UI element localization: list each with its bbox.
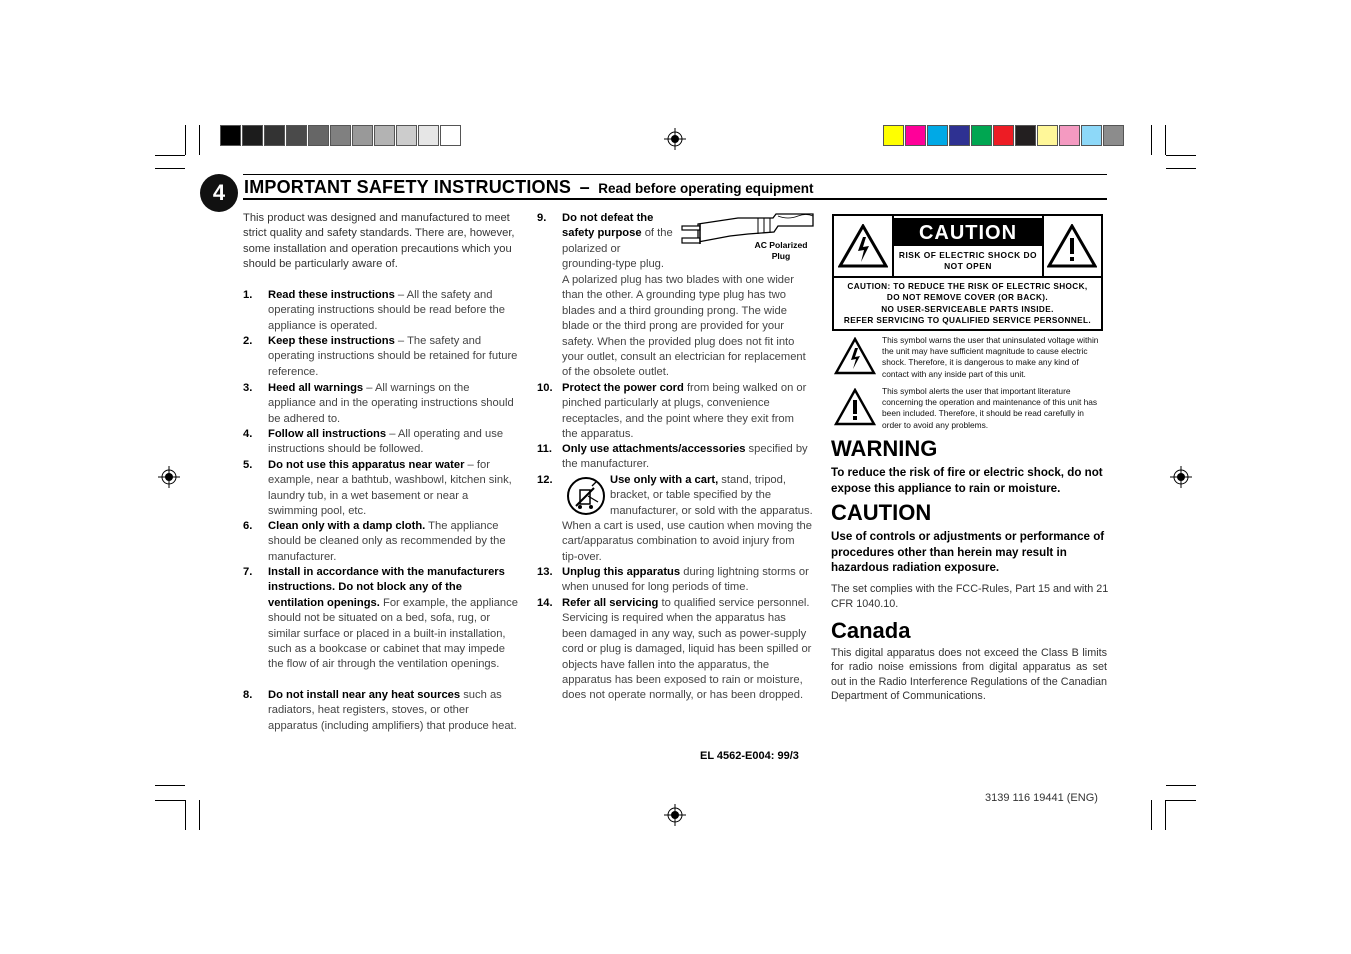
- item-text: to qualified service personnel. Servicing is required when the apparatus has been damaged in any way, such as power-supply cord or plug is damaged, liquid has been spilled or objects have fallen into the apparatus, the apparatus has been exposed to rain or moisture, does not operate normally, or has been dropped.: [562, 597, 812, 702]
- list-item: [243, 565, 520, 673]
- crop-mark: [1165, 800, 1166, 830]
- list-item: [537, 273, 812, 381]
- caution-risk-text: RISK OF ELECTRIC SHOCK DO NOT OPEN: [898, 250, 1038, 271]
- item-number: 14.: [537, 597, 553, 609]
- cart-warning-icon: [566, 476, 606, 516]
- item-heading: Do not use this apparatus near water: [268, 459, 465, 471]
- canada-heading: Canada: [831, 618, 911, 643]
- page-title: IMPORTANT SAFETY INSTRUCTIONS: [244, 177, 572, 197]
- crop-mark: [1166, 800, 1196, 801]
- footer-code: 3139 116 19441 (ENG): [985, 792, 1098, 804]
- crop-mark: [1166, 155, 1196, 156]
- list-item: [243, 458, 520, 520]
- color-swatch: [1015, 125, 1036, 146]
- item-number: 7.: [243, 566, 253, 578]
- list-item: [243, 688, 520, 734]
- color-swatch: [883, 125, 904, 146]
- list-item: [537, 596, 812, 704]
- caution-line: CAUTION: TO REDUCE THE RISK OF ELECTRIC SHOCK,: [847, 282, 1088, 291]
- item-heading: Unplug this apparatus: [562, 566, 681, 578]
- header-rule-bottom: [243, 198, 1107, 200]
- item-text: – The safety and operating instructions should be retained for future reference.: [268, 335, 518, 378]
- item-number: 6.: [243, 520, 253, 532]
- crop-mark: [185, 800, 186, 830]
- literature-symbol-description: This symbol alerts the user that important literature concerning the operation and maintenance of this unit has been included. Therefore, it should be read carefully in order to avoid any problems.: [882, 386, 1098, 430]
- gray-swatch: [286, 125, 307, 146]
- lightning-triangle-icon: [838, 224, 888, 268]
- caution-line: NO USER-SERVICEABLE PARTS INSIDE.: [881, 304, 1054, 314]
- plug-label: AC Polarized Plug: [754, 240, 808, 261]
- item-heading: Heed all warnings: [268, 382, 364, 394]
- color-swatch: [1059, 125, 1080, 146]
- item-number: 2.: [243, 335, 253, 347]
- item-text: specified by the manufacturer.: [562, 443, 808, 471]
- title-dash: –: [579, 177, 590, 197]
- crop-mark: [1151, 125, 1152, 155]
- gray-swatch: [220, 125, 241, 146]
- gray-swatch: [308, 125, 329, 146]
- item-text: – All the safety and operating instructions should be read before the appliance is operated.: [268, 289, 505, 332]
- list-item: [243, 381, 520, 427]
- crop-mark: [155, 800, 185, 801]
- gray-swatch: [242, 125, 263, 146]
- gray-swatch: [396, 125, 417, 146]
- item-text: from being walked on or pinched particularly at plugs, convenience receptacles, and the point where they exit from the apparatus.: [562, 382, 807, 441]
- item-number: 9.: [537, 212, 547, 224]
- item-heading: Only use attachments/accessories: [562, 443, 746, 455]
- caution-heading: CAUTION: [831, 500, 932, 525]
- item-number: 1.: [243, 289, 253, 301]
- caution-instructions: [834, 281, 1101, 327]
- item-text: The appliance should be cleaned only as recommended by the manufacturer.: [268, 520, 506, 563]
- crop-mark: [155, 168, 185, 169]
- registration-mark-icon: [158, 466, 180, 488]
- item-heading: Install in accordance with the manufacturers instructions. Do not block any of the ventilation openings.: [268, 566, 505, 609]
- gray-swatch: [440, 125, 461, 146]
- gray-swatch: [374, 125, 395, 146]
- canada-text: This digital apparatus does not exceed the Class B limits for radio noise emissions from digital apparatus as set out in the Radio Interference Regulations of the Canadian Department of Communications.: [831, 647, 1107, 703]
- item-text: A polarized plug has two blades with one wider than the other. A grounding type plug has two blades and a third grounding prong. The wide blade or the third prong are provided for your safety. When the provided plug does not fit into your outlet, consult an electrician for replacement of the obsolete outlet.: [562, 274, 806, 379]
- gray-swatch: [264, 125, 285, 146]
- item-number: 13.: [537, 566, 553, 578]
- gray-swatch: [352, 125, 373, 146]
- caution-divider-right: [1042, 216, 1044, 276]
- gray-calibration-bar: [220, 125, 462, 146]
- item-text: during lightning storms or when unused for long periods of time.: [562, 566, 809, 594]
- voltage-symbol-description: This symbol warns the user that uninsulated voltage within the unit may have sufficient magnitude to cause electric shock. Therefore, it is dangerous to make any kind of contact with any inside part of this unit.: [882, 335, 1099, 379]
- intro-paragraph: This product was designed and manufactured to meet strict quality and safety standards. There are, however, some installation and operation precautions which you should be particularly aware of.: [243, 212, 515, 271]
- item-text: of the polarized or grounding-type plug.: [562, 227, 673, 271]
- gray-swatch: [418, 125, 439, 146]
- list-item: [243, 288, 520, 334]
- item-text: For example, the appliance should not be situated on a bed, sofa, rug, or similar surface or placed in a built-in installation, such as a bookcase or cabinet that may impede the flow of air through the ventilation openings.: [268, 596, 518, 671]
- crop-mark: [199, 125, 200, 155]
- list-item: [243, 334, 520, 380]
- crop-mark: [199, 800, 200, 830]
- color-calibration-bar: [883, 125, 1125, 146]
- page-header: [244, 177, 1108, 198]
- item-text: such as radiators, heat registers, stoves, or other apparatus (including amplifiers) that produce heat.: [268, 689, 517, 732]
- item-heading: Do not install near any heat sources: [268, 689, 461, 701]
- item-number: 12.: [537, 474, 553, 486]
- color-swatch: [949, 125, 970, 146]
- lightning-triangle-icon: [834, 337, 876, 375]
- item-text: – All warnings on the appliance and in the operating instructions should be adhered to.: [268, 382, 514, 425]
- document-code: EL 4562-E004: 99/3: [700, 750, 799, 762]
- page-subtitle: Read before operating equipment: [598, 181, 814, 196]
- item-heading: Refer all servicing: [562, 597, 659, 609]
- page-number-badge: [200, 174, 238, 212]
- caution-label: [832, 214, 1103, 331]
- list-item: [243, 427, 520, 458]
- page-number: 4: [212, 180, 226, 205]
- crop-mark: [1166, 785, 1196, 786]
- caution-line: DO NOT REMOVE COVER (OR BACK).: [886, 293, 1049, 303]
- registration-mark-icon: [1170, 466, 1192, 488]
- item-text: stand, tripod, bracket, or table specified by the manufacturer, or sold with the apparatus.: [610, 474, 813, 517]
- item-heading: Protect the power cord: [562, 382, 684, 394]
- crop-mark: [185, 125, 186, 155]
- caution-label-title: CAUTION: [894, 218, 1042, 246]
- item-heading: Do not defeat the safety purpose: [562, 212, 654, 240]
- item-number: 10.: [537, 382, 553, 394]
- item-number: 5.: [243, 459, 253, 471]
- color-swatch: [905, 125, 926, 146]
- gray-swatch: [330, 125, 351, 146]
- list-item: [537, 565, 812, 596]
- list-item: [537, 442, 812, 473]
- color-swatch: [1037, 125, 1058, 146]
- item-heading: Clean only with a damp cloth.: [268, 520, 426, 532]
- item-text: When a cart is used, use caution when moving the cart/apparatus combination to avoid injury from tip-over.: [562, 520, 812, 563]
- color-swatch: [971, 125, 992, 146]
- list-item: [537, 381, 812, 443]
- item-heading: Read these instructions: [268, 289, 395, 301]
- list-item: [537, 519, 812, 565]
- item-heading: Follow all instructions: [268, 428, 387, 440]
- item-number: 8.: [243, 689, 253, 701]
- list-item: [243, 519, 520, 565]
- color-swatch: [993, 125, 1014, 146]
- crop-mark: [1165, 125, 1166, 155]
- color-swatch: [927, 125, 948, 146]
- caution-line: REFER SERVICING TO QUALIFIED SERVICE PERSONNEL.: [843, 316, 1092, 326]
- crop-mark: [1151, 800, 1152, 830]
- fcc-compliance-text: The set complies with the FCC-Rules, Part 15 and with 21 CFR 1040.10.: [831, 583, 1109, 610]
- crop-mark: [155, 785, 185, 786]
- crop-mark: [155, 155, 185, 156]
- exclamation-triangle-icon: [1047, 224, 1097, 268]
- item-heading: Use only with a cart,: [610, 474, 719, 486]
- item-heading: Keep these instructions: [268, 335, 395, 347]
- color-swatch: [1081, 125, 1102, 146]
- item-number: 3.: [243, 382, 253, 394]
- registration-mark-icon: [664, 128, 686, 150]
- warning-heading: WARNING: [831, 436, 938, 461]
- item-number: 11.: [537, 443, 552, 455]
- caution-text: Use of controls or adjustments or performance of procedures other than herein may result in hazardous radiation exposure.: [831, 530, 1105, 575]
- header-rule-top: [243, 174, 1107, 175]
- crop-mark: [1166, 168, 1196, 169]
- registration-mark-icon: [664, 804, 686, 826]
- item-text: – for example, near a bathtub, washbowl, kitchen sink, laundry tub, in a wet basement or near a swimming pool, etc.: [268, 459, 512, 518]
- exclamation-triangle-icon: [834, 388, 876, 426]
- color-swatch: [1103, 125, 1124, 146]
- item-number: 4.: [243, 428, 253, 440]
- warning-text: To reduce the risk of fire or electric shock, do not expose this appliance to rain or moisture.: [831, 466, 1103, 495]
- item-text: – All operating and use instructions should be followed.: [268, 428, 504, 456]
